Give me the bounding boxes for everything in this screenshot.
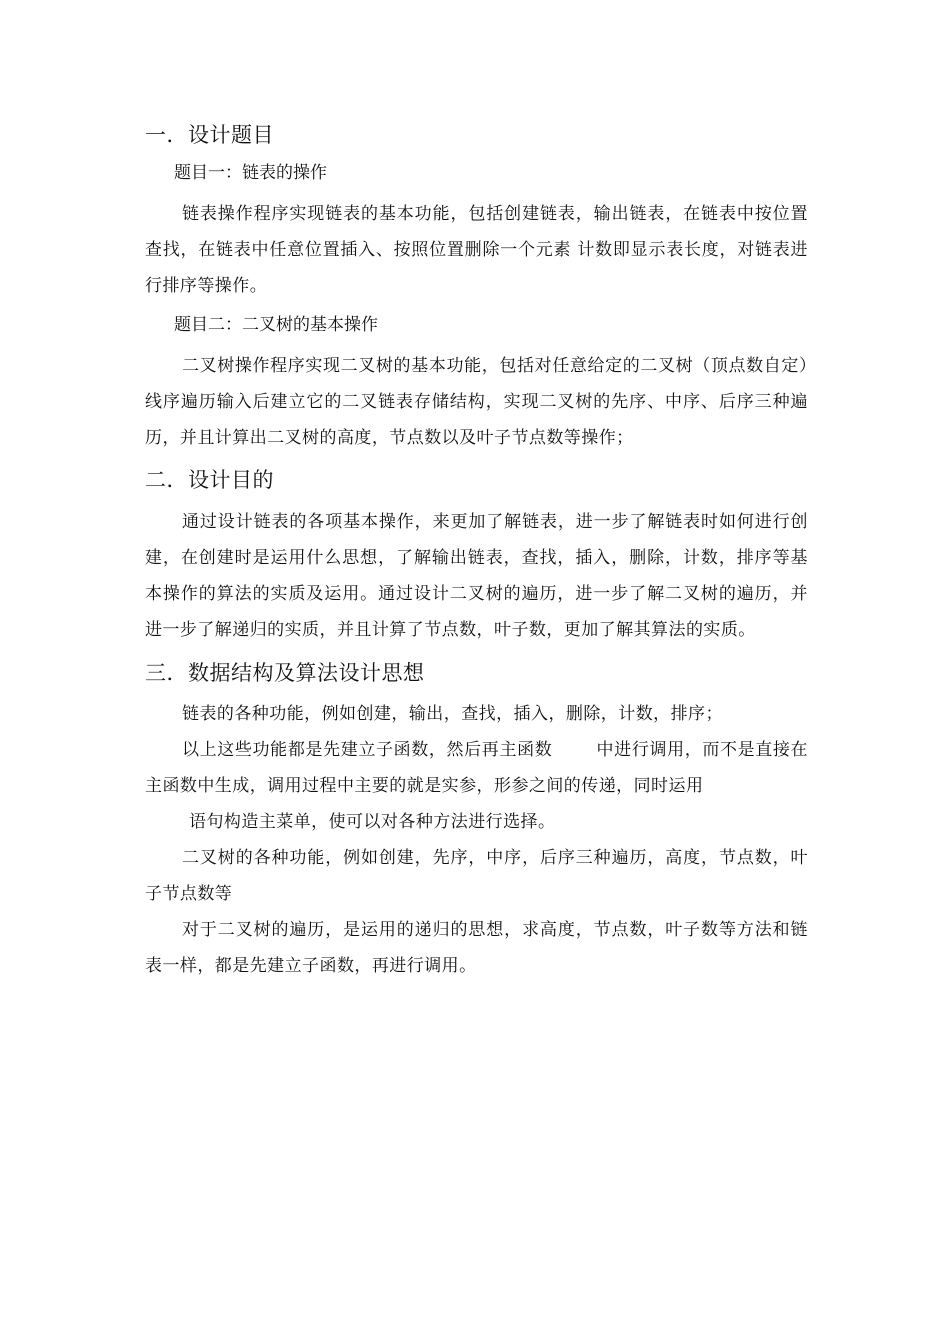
- section-heading-data-structure: 三．数据结构及算法设计思想: [145, 661, 425, 685]
- subfunction-text-b: 中进行调用，而不是直接在主函数中生成，调用过程中主要的就是实参，形参之间的传递，同时运用: [145, 740, 808, 796]
- document-content: [145, 118, 808, 984]
- traversal-paragraph: 对于二叉树的遍历，是运用的递归的思想，求高度，节点数，叶子数等方法和链表一样，都是先建立子函数，再进行调用。: [145, 920, 808, 976]
- binary-tree-functions-line: 二叉树的各种功能，例如创建，先序，中序，后序三种遍历，高度，节点数，叶子节点数等: [145, 848, 808, 904]
- topic1-body: 链表操作程序实现链表的基本功能，包括创建链表，输出链表，在链表中按位置查找，在链表中任意位置插入、按照位置删除一个元素 计数即显示表长度，对链表进行排序等操作。: [145, 204, 808, 296]
- topic2-body: 二叉树操作程序实现二叉树的基本功能，包括对任意给定的二叉树（顶点数自定）线序遍历输入后建立它的二叉链表存储结构，实现二叉树的先序、中序、后序三种遍历，并且计算出二叉树的高度，节点数以及叶子节点数等操作；: [145, 356, 808, 448]
- topic2-title: 题目二：二叉树的基本操作: [174, 315, 378, 335]
- subfunction-text-a: 以上这些功能都是先建立子函数，然后再主函数: [182, 740, 553, 760]
- subfunction-paragraph: [145, 732, 808, 840]
- topic1-title: 题目一：链表的操作: [174, 163, 327, 183]
- subfunction-text-c: 语句构造主菜单，使可以对各种方法进行选择。: [189, 812, 556, 832]
- linked-list-functions-line: 链表的各种功能，例如创建，输出，查找，插入，删除，计数，排序；: [182, 704, 723, 724]
- design-purpose-body: 通过设计链表的各项基本操作，来更加了解链表，进一步了解链表时如何进行创建，在创建时是运用什么思想，了解输出链表，查找，插入，删除，计数，排序等基本操作的算法的实质及运用。通过设计二叉树的遍历，进一步了解二叉树的遍历，并进一步了解递归的实质，并且计算了节点数，叶子数，更加了解其算法的实质。: [145, 512, 808, 640]
- section-heading-design-purpose: 二．设计目的: [145, 468, 274, 492]
- section-heading-design-topic: 一．设计题目: [145, 123, 274, 147]
